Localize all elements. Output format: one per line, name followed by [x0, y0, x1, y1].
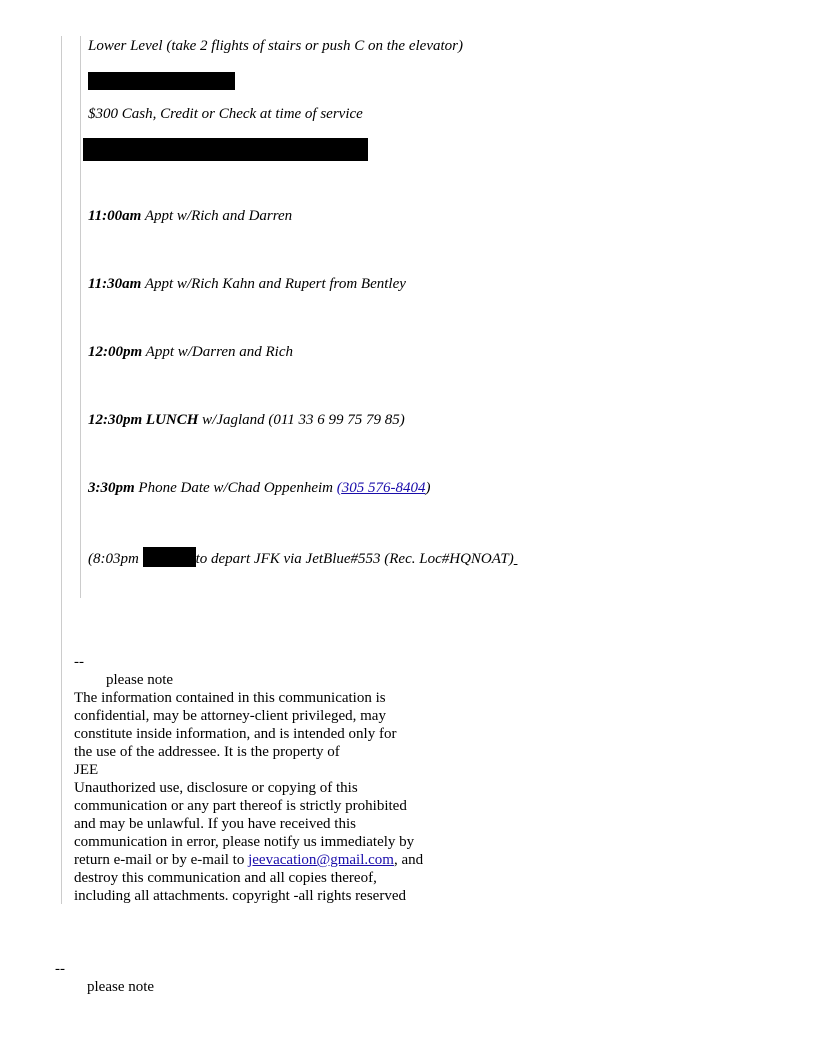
disclaimer-line: including all attachments. copyright -all rights reserved: [74, 888, 406, 904]
appointment-time: 11:30am: [88, 276, 142, 292]
disclaimer-line: communication or any part thereof is strictly prohibited: [74, 798, 407, 814]
location-line: Lower Level (take 2 flights of stairs or push C on the elevator): [88, 38, 463, 54]
appointment-time: 12:00pm: [88, 344, 143, 360]
disclaimer-line: the use of the addressee. It is the property of: [74, 744, 340, 760]
disclaimer-line: The information contained in this communication is: [74, 690, 386, 706]
outer-signature-separator: --: [55, 961, 65, 977]
redaction-block: [143, 547, 196, 567]
appointment-text: Appt w/Darren and Rich: [142, 344, 293, 360]
disclaimer-line: communication in error, please notify us immediately by: [74, 834, 415, 850]
disclaimer-line: confidential, may be attorney-client privileged, may: [74, 708, 386, 724]
lunch-line: [88, 411, 405, 429]
email-link[interactable]: jeevacation@gmail.com: [248, 852, 394, 868]
appointment-line: [88, 343, 293, 361]
disclaimer-email-line: return e-mail or by e-mail to jeevacation@gmail.com, and: [74, 852, 424, 868]
disclaimer-text: [74, 689, 423, 905]
redaction-block: [83, 138, 368, 161]
lunch-text: w/Jagland (011 33 6 99 75 79 85): [198, 412, 405, 428]
flight-line: [88, 547, 517, 568]
payment-line: $300 Cash, Credit or Check at time of service: [88, 106, 363, 122]
redaction-block: [88, 72, 235, 90]
trailing-space: [514, 551, 518, 567]
outer-signature-note-label: please note: [87, 979, 155, 995]
phone-link[interactable]: (305 576-8404: [336, 480, 426, 496]
signature-separator: --: [74, 654, 84, 670]
phone-paren-close: ): [425, 480, 431, 496]
phone-time: 3:30pm: [88, 480, 135, 496]
appointment-text: Appt w/Rich and Darren: [141, 208, 293, 224]
outer-quote-bar: [61, 36, 62, 904]
phone-line: [88, 479, 430, 497]
disclaimer-line: constitute inside information, and is intended only for: [74, 726, 397, 742]
disclaimer-line: Unauthorized use, disclosure or copying of this: [74, 780, 358, 796]
disclaimer-line: JEE: [74, 762, 99, 778]
appointment-text: Appt w/Rich Kahn and Rupert from Bentley: [141, 276, 406, 292]
flight-text: to depart JFK via JetBlue#553 (Rec. Loc#HQNOAT): [195, 551, 514, 567]
appointment-line: [88, 207, 292, 225]
appointment-time: 11:00am: [88, 208, 142, 224]
lunch-time: 12:30pm LUNCH: [88, 412, 199, 428]
phone-text: Phone Date w/Chad Oppenheim: [134, 480, 337, 496]
appointment-line: [88, 275, 406, 293]
signature-note-label: please note: [106, 672, 174, 688]
flight-prefix: (8:03pm: [88, 551, 143, 567]
disclaimer-line: destroy this communication and all copies thereof,: [74, 870, 377, 886]
inner-quote-bar: [80, 36, 81, 598]
disclaimer-line: and may be unlawful. If you have received this: [74, 816, 356, 832]
